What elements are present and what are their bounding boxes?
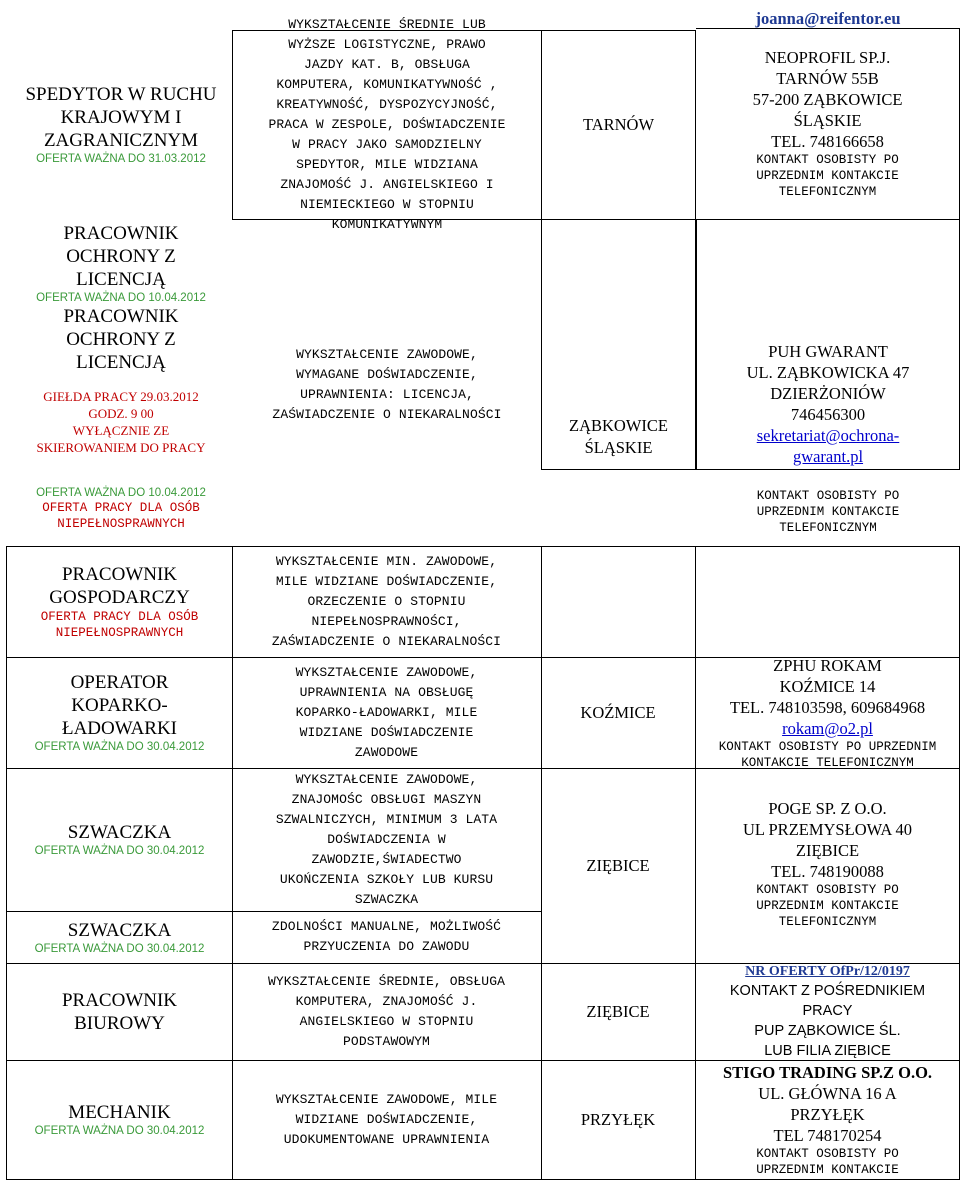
requirement-line: W PRACY JAKO SAMODZIELNY bbox=[292, 137, 482, 152]
mechanik-city-cell bbox=[541, 1060, 696, 1180]
requirement-line: WYKSZTAŁCENIE ŚREDNIE LUB bbox=[288, 17, 486, 32]
ochrona-city-cell bbox=[541, 220, 696, 470]
contact-note: UPRZEDNIM KONTAKCIE bbox=[756, 899, 899, 913]
employer-line: 57-200 ZĄBKOWICE bbox=[752, 90, 903, 109]
employer-line: UL. ZĄBKOWICKA 47 bbox=[746, 363, 910, 382]
job-title: ZAGRANICZNYM bbox=[43, 129, 199, 151]
employer-line: TEL. 748190088 bbox=[771, 862, 884, 881]
requirement-line: WYKSZTAŁCENIE MIN. ZAWODOWE, bbox=[275, 554, 498, 569]
requirement-line: DOŚWIADCZENIA W bbox=[327, 831, 446, 847]
biurowy-employer-cell bbox=[696, 963, 960, 1061]
contact-note: KONTAKT OSOBISTY PO bbox=[756, 153, 899, 167]
requirement-line: ZAŚWIADCZENIE O NIEKARALNOŚCI bbox=[272, 407, 502, 422]
job-fair-note: WYŁĄCZNIE ZE bbox=[72, 423, 170, 438]
contact-note: KONTAKT OSOBISTY PO bbox=[756, 489, 900, 503]
offer-number: NR OFERTY OfPr/12/0197 bbox=[745, 964, 910, 979]
job-title: PRACOWNIK bbox=[63, 306, 179, 327]
validity-date: OFERTA WAŻNA DO 30.04.2012 bbox=[34, 741, 205, 753]
validity-date: OFERTA WAŻNA DO 30.04.2012 bbox=[34, 845, 205, 857]
ochrona-requirements-cell bbox=[232, 220, 542, 470]
job-title: OPERATOR bbox=[70, 672, 169, 693]
requirement-line: WIDZIANE DOŚWIADCZENIE bbox=[299, 724, 474, 740]
employer-line: TEL. 748103598, 609684968 bbox=[729, 697, 926, 717]
requirement-line: KREATYWNOŚĆ, DYSPOZYCYJNOŚĆ, bbox=[276, 97, 498, 112]
employer-line: PUH GWARANT bbox=[768, 342, 888, 361]
requirement-line: WYŻSZE LOGISTYCZNE, PRAWO bbox=[288, 37, 486, 52]
employer-line: PRACY bbox=[802, 1003, 853, 1019]
biurowy-title-cell bbox=[6, 963, 233, 1061]
city: ZIĘBICE bbox=[586, 855, 650, 875]
requirement-line: PODSTAWOWYM bbox=[343, 1033, 430, 1049]
szwaczka-city-cell bbox=[541, 768, 696, 964]
szwaczka1-requirements-cell bbox=[232, 768, 542, 912]
mechanik-requirements-cell bbox=[232, 1060, 542, 1180]
employer-line: TEL 748170254 bbox=[773, 1125, 882, 1145]
job-title: SPEDYTOR W RUCHU bbox=[25, 83, 217, 105]
employer-email[interactable]: rokam@o2.pl bbox=[782, 718, 873, 738]
operator-employer-cell bbox=[696, 657, 960, 769]
separator-right bbox=[696, 488, 960, 538]
job-title: KRAJOWYM I bbox=[60, 106, 182, 128]
validity-date: OFERTA WAŻNA DO 30.04.2012 bbox=[34, 1125, 205, 1137]
separator-left bbox=[10, 486, 232, 536]
gospodarczy-title-cell bbox=[6, 546, 233, 658]
employer-line: ŚLĄSKIE bbox=[793, 111, 862, 130]
gospodarczy-employer-cell bbox=[696, 546, 960, 658]
job-title: PRACOWNIK bbox=[61, 989, 178, 1011]
employer-email[interactable]: gwarant.pl bbox=[792, 447, 864, 466]
operator-city-cell bbox=[541, 657, 696, 769]
employer-line: ZPHU ROKAM bbox=[773, 655, 882, 675]
city: ZĄBKOWICE bbox=[569, 416, 668, 435]
requirement-line: NIEPEŁNOSPRAWNOŚCI, bbox=[311, 614, 462, 629]
city: TARNÓW bbox=[582, 115, 655, 134]
contact-note: TELEFONICZNYM bbox=[778, 185, 877, 199]
job-title: PRACOWNIK bbox=[61, 564, 178, 585]
job-title: LICENCJĄ bbox=[76, 352, 166, 373]
requirement-line: ZAŚWIADCZENIE O NIEKARALNOŚCI bbox=[271, 634, 502, 649]
requirement-line: MILE WIDZIANE DOŚWIADCZENIE, bbox=[275, 574, 498, 589]
requirement-line: ORZECZENIE O STOPNIU bbox=[307, 594, 466, 609]
requirement-line: WYKSZTAŁCENIE ZAWODOWE, bbox=[295, 771, 478, 787]
szwaczka1-title-cell bbox=[6, 768, 233, 912]
job-fair-note: GIEŁDA PRACY 29.03.2012 bbox=[43, 389, 199, 404]
city: KOŹMICE bbox=[580, 702, 656, 722]
employer-line: KONTAKT Z POŚREDNIKIEM bbox=[729, 983, 926, 999]
validity-date: OFERTA WAŻNA DO 10.04.2012 bbox=[36, 292, 206, 304]
contact-note: KONTAKT OSOBISTY PO bbox=[756, 883, 899, 897]
disabled-offer-note: NIEPEŁNOSPRAWNYCH bbox=[57, 517, 185, 531]
contact-note: UPRZEDNIM KONTAKCIE bbox=[756, 505, 900, 519]
requirement-line: KOMPUTERA, KOMUNIKATYWNOŚĆ , bbox=[276, 77, 498, 92]
requirement-line: UKOŃCZENIA SZKOŁY LUB KURSU bbox=[279, 871, 494, 887]
szwaczka2-title-cell bbox=[6, 911, 233, 964]
requirement-line: WYKSZTAŁCENIE ZAWODOWE, MILE bbox=[275, 1091, 498, 1107]
validity-date: OFERTA WAŻNA DO 31.03.2012 bbox=[36, 152, 206, 165]
spedytor-employer-box bbox=[696, 28, 960, 220]
employer-line: TARNÓW 55B bbox=[776, 69, 879, 88]
employer-line: 746456300 bbox=[790, 405, 866, 424]
requirement-line: KOMPUTERA, ZNAJOMOŚĆ J. bbox=[295, 993, 478, 1009]
requirement-line: KOMUNIKATYWNYM bbox=[331, 217, 443, 232]
szwaczka2-requirements-cell bbox=[232, 911, 542, 964]
requirement-line: ANGIELSKIEGO W STOPNIU bbox=[299, 1013, 474, 1029]
job-title: SZWACZKA bbox=[67, 822, 172, 843]
validity-date: OFERTA WAŻNA DO 10.04.2012 bbox=[36, 487, 206, 499]
employer-line: PRZYŁĘK bbox=[790, 1104, 865, 1124]
contact-note: KONTAKT OSOBISTY PO bbox=[756, 1146, 899, 1161]
requirement-line: SZWACZKA bbox=[354, 891, 419, 907]
employer-line: LUB FILIA ZIĘBICE bbox=[764, 1043, 891, 1059]
gospodarczy-city-cell bbox=[541, 546, 696, 658]
requirement-line: UDOKUMENTOWANE UPRAWNIENIA bbox=[283, 1131, 490, 1147]
requirement-line: ZAWODOWE bbox=[354, 744, 419, 760]
requirement-line: PRZYUCZENIA DO ZAWODU bbox=[303, 939, 470, 954]
operator-title-cell bbox=[6, 657, 233, 769]
spedytor-title-cell bbox=[10, 30, 232, 218]
szwaczka-employer-cell bbox=[696, 768, 960, 964]
requirement-line: UPRAWNIENIA NA OBSŁUGĘ bbox=[299, 684, 474, 700]
requirement-line: KOPARKO-ŁADOWARKI, MILE bbox=[295, 704, 478, 720]
requirement-line: PRACA W ZESPOLE, DOŚWIADCZENIE bbox=[268, 117, 506, 132]
job-title: ŁADOWARKI bbox=[61, 718, 178, 739]
job-title: OCHRONY Z bbox=[66, 246, 176, 267]
contact-note: TELEFONICZNYM bbox=[779, 521, 877, 535]
requirement-line: WYKSZTAŁCENIE ŚREDNIE, OBSŁUGA bbox=[267, 973, 506, 989]
employer-line: KOŹMICE 14 bbox=[779, 676, 876, 696]
requirement-line: SPEDYTOR, MILE WIDZIANA bbox=[296, 157, 478, 172]
employer-line: POGE SP. Z O.O. bbox=[768, 799, 887, 818]
employer-line: TEL. 748166658 bbox=[771, 132, 884, 151]
contact-note: KONTAKT OSOBISTY PO UPRZEDNIM bbox=[718, 739, 937, 754]
disabled-offer-note: OFERTA PRACY DLA OSÓB bbox=[40, 610, 199, 624]
contact-note: UPRZEDNIM KONTAKCIE bbox=[756, 1162, 899, 1177]
requirement-line: UPRAWNIENIA: LICENCJA, bbox=[300, 387, 474, 402]
city: PRZYŁĘK bbox=[580, 1109, 656, 1129]
mechanik-employer-cell bbox=[696, 1060, 960, 1180]
contact-note: UPRZEDNIM KONTAKCIE bbox=[756, 169, 899, 183]
employer-email[interactable]: sekretariat@ochrona- bbox=[756, 426, 900, 445]
job-title: SZWACZKA bbox=[67, 919, 172, 941]
city: ZIĘBICE bbox=[586, 1001, 650, 1021]
requirement-line: ZDOLNOŚCI MANUALNE, MOŻLIWOŚĆ bbox=[271, 919, 502, 934]
contact-note: TELEFONICZNYM bbox=[778, 915, 877, 929]
operator-requirements-cell bbox=[232, 657, 542, 769]
biurowy-requirements-cell bbox=[232, 963, 542, 1061]
employer-line: ZIĘBICE bbox=[795, 841, 860, 860]
job-fair-note: SKIEROWANIEM DO PRACY bbox=[36, 440, 206, 455]
employer-line: DZIERŻONIÓW bbox=[770, 384, 886, 403]
biurowy-city-cell bbox=[541, 963, 696, 1061]
mechanik-title-cell bbox=[6, 1060, 233, 1180]
requirement-line: WYKSZTAŁCENIE ZAWODOWE, bbox=[295, 664, 478, 680]
employer-line: PUP ZĄBKOWICE ŚL. bbox=[754, 1023, 901, 1039]
requirement-line: WYKSZTAŁCENIE ZAWODOWE, bbox=[296, 347, 478, 362]
requirement-line: SZWALNICZYCH, MINIMUM 3 LATA bbox=[275, 811, 498, 827]
requirement-line: JAZDY KAT. B, OBSŁUGA bbox=[304, 57, 470, 72]
spedytor-requirements-cell bbox=[232, 17, 542, 232]
requirement-line: ZNAJOMOŚC OBSŁUGI MASZYN bbox=[291, 791, 482, 807]
job-title: OCHRONY Z bbox=[66, 329, 176, 350]
employer-line: UL PRZEMYSŁOWA 40 bbox=[743, 820, 912, 839]
job-fair-note: GODZ. 9 00 bbox=[88, 406, 154, 421]
requirement-line: ZAWODZIE,ŚWIADECTWO bbox=[311, 851, 462, 867]
job-title: GOSPODARCZY bbox=[49, 587, 190, 608]
requirement-line: NIEMIECKIEGO W STOPNIU bbox=[300, 197, 474, 212]
job-title: LICENCJĄ bbox=[76, 269, 166, 290]
job-title: BIUROWY bbox=[74, 1012, 165, 1034]
ochrona-title-cell bbox=[10, 222, 232, 462]
spedytor-city-cell bbox=[541, 30, 696, 220]
disabled-offer-note: NIEPEŁNOSPRAWNYCH bbox=[55, 626, 184, 640]
disabled-offer-note: OFERTA PRACY DLA OSÓB bbox=[42, 501, 200, 515]
job-title: KOPARKO- bbox=[71, 695, 168, 716]
requirement-line: WYMAGANE DOŚWIADCZENIE, bbox=[296, 367, 478, 382]
requirement-line: WIDZIANE DOŚWIADCZENIE, bbox=[295, 1111, 478, 1127]
requirement-line: ZNAJOMOŚĆ J. ANGIELSKIEGO I bbox=[280, 177, 494, 192]
gospodarczy-requirements-cell bbox=[232, 546, 542, 658]
job-title: MECHANIK bbox=[68, 1102, 171, 1123]
employer-line: NEOPROFIL SP.J. bbox=[764, 48, 891, 67]
job-title: PRACOWNIK bbox=[63, 223, 179, 244]
ochrona-employer-cell bbox=[696, 220, 960, 470]
employer-line: STIGO TRADING SP.Z O.O. bbox=[722, 1062, 933, 1082]
contact-note: KONTAKCIE TELEFONICZNYM bbox=[741, 755, 914, 770]
city: ŚLĄSKIE bbox=[584, 438, 653, 457]
employer-line: UL. GŁÓWNA 16 A bbox=[758, 1083, 897, 1103]
validity-date: OFERTA WAŻNA DO 30.04.2012 bbox=[34, 942, 205, 955]
employer-email[interactable]: joanna@reifentor.eu bbox=[755, 9, 901, 28]
